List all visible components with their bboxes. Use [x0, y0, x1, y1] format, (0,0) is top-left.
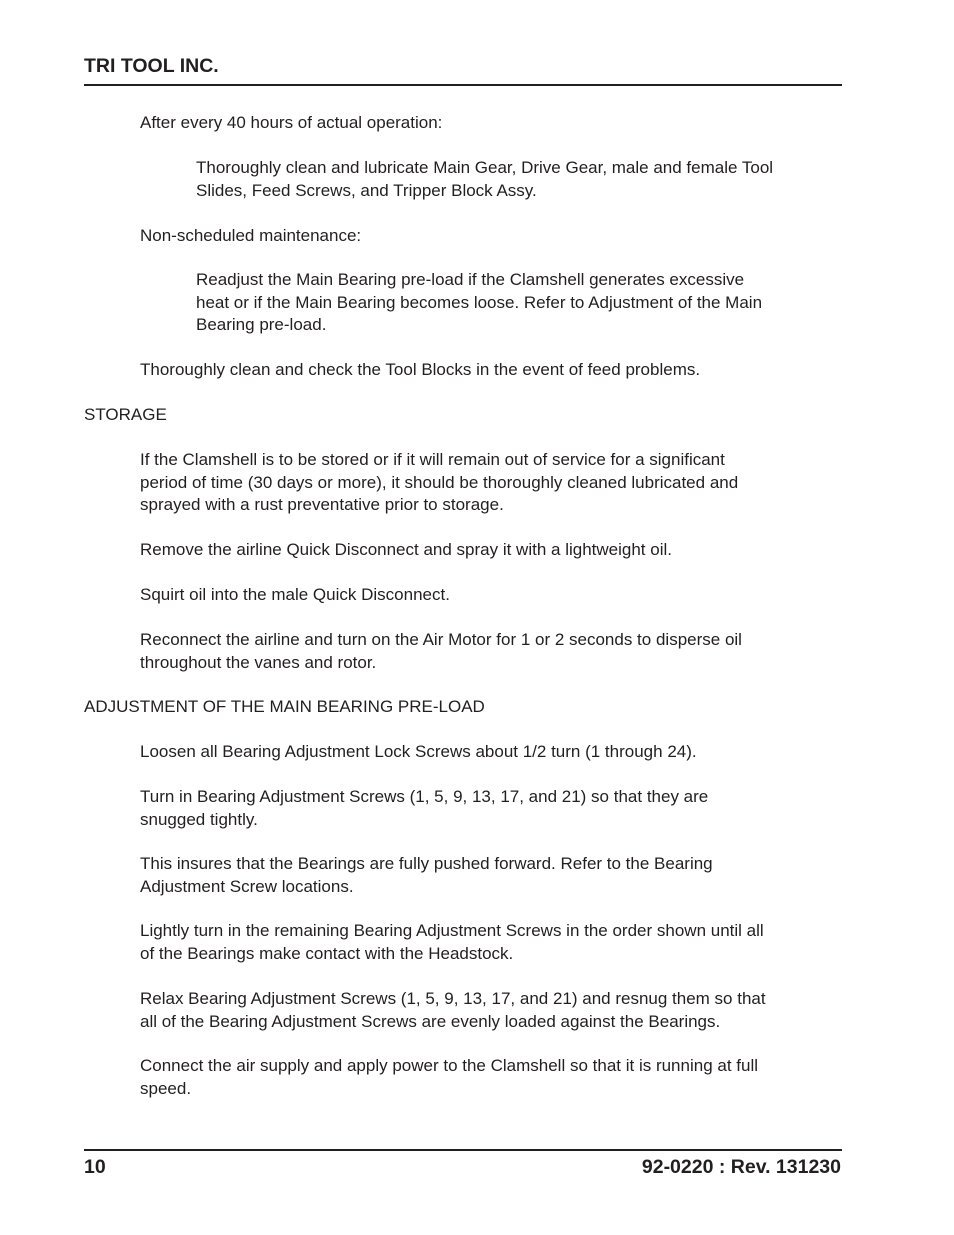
page-number: 10	[84, 1156, 106, 1178]
paragraph-line: Reconnect the airline and turn on the Air Motor for 1 or 2 seconds to disperse oil	[140, 630, 742, 649]
loosen-paragraph: Loosen all Bearing Adjustment Lock Screws about 1/2 turn (1 through 24).	[140, 742, 697, 761]
adjustment-heading: ADJUSTMENT OF THE MAIN BEARING PRE-LOAD	[84, 697, 485, 716]
paragraph-line: Turn in Bearing Adjustment Screws (1, 5, 9, 13, 17, and 21) so that they are	[140, 787, 709, 806]
company-header: TRI TOOL INC.	[84, 55, 219, 77]
tool-blocks-paragraph: Thoroughly clean and check the Tool Blocks in the event of feed problems.	[140, 360, 701, 379]
turn-in-paragraph	[140, 786, 708, 831]
paragraph-line: Adjustment Screw locations.	[140, 876, 354, 896]
header-divider	[84, 84, 842, 86]
paragraph-line: This insures that the Bearings are fully pushed forward. Refer to the Bearing	[140, 854, 713, 873]
lightly-turn-paragraph	[140, 920, 764, 965]
paragraph-line: sprayed with a rust preventative prior to storage.	[140, 495, 504, 514]
forty-hours-paragraph	[196, 157, 773, 202]
forty-hours-intro: After every 40 hours of actual operation:	[140, 113, 443, 132]
paragraph-line: speed.	[140, 1078, 192, 1098]
paragraph-line: of the Bearings make contact with the Headstock.	[140, 943, 514, 963]
document-revision: 92-0220 : Rev. 131230	[641, 1156, 841, 1178]
paragraph-line: Bearing pre-load.	[196, 315, 327, 334]
paragraph-line: Connect the air supply and apply power to the Clamshell so that it is running at full	[140, 1056, 759, 1075]
non-scheduled-intro: Non-scheduled maintenance:	[140, 226, 362, 245]
paragraph-line: snugged tightly.	[140, 809, 258, 829]
storage-heading: STORAGE	[84, 405, 167, 424]
paragraph-line: Relax Bearing Adjustment Screws (1, 5, 9, 13, 17, and 21) and resnug them so that	[140, 989, 766, 1008]
squirt-oil-paragraph: Squirt oil into the male Quick Disconnect.	[140, 585, 450, 604]
paragraph-line: heat or if the Main Bearing becomes loose. Refer to Adjustment of the Main	[196, 292, 763, 312]
paragraph-line: Readjust the Main Bearing pre-load if the Clamshell generates excessive	[196, 270, 745, 289]
storage-paragraph	[140, 449, 738, 517]
relax-paragraph	[140, 988, 766, 1033]
reconnect-paragraph	[140, 629, 742, 674]
footer-divider	[84, 1149, 842, 1151]
paragraph-line: period of time (30 days or more), it should be thoroughly cleaned lubricated and	[140, 472, 739, 492]
connect-air-paragraph	[140, 1055, 758, 1100]
remove-airline-paragraph: Remove the airline Quick Disconnect and spray it with a lightweight oil.	[140, 540, 672, 559]
paragraph-line: Slides, Feed Screws, and Tripper Block Assy.	[196, 180, 537, 200]
non-scheduled-paragraph	[196, 269, 762, 337]
paragraph-line: Thoroughly clean and lubricate Main Gear, Drive Gear, male and female Tool	[196, 158, 774, 177]
paragraph-line: throughout the vanes and rotor.	[140, 652, 377, 672]
insures-paragraph	[140, 853, 713, 898]
paragraph-line: Lightly turn in the remaining Bearing Adjustment Screws in the order shown until all	[140, 921, 764, 940]
paragraph-line: all of the Bearing Adjustment Screws are evenly loaded against the Bearings.	[140, 1011, 721, 1031]
paragraph-line: If the Clamshell is to be stored or if it will remain out of service for a significant	[140, 450, 725, 469]
